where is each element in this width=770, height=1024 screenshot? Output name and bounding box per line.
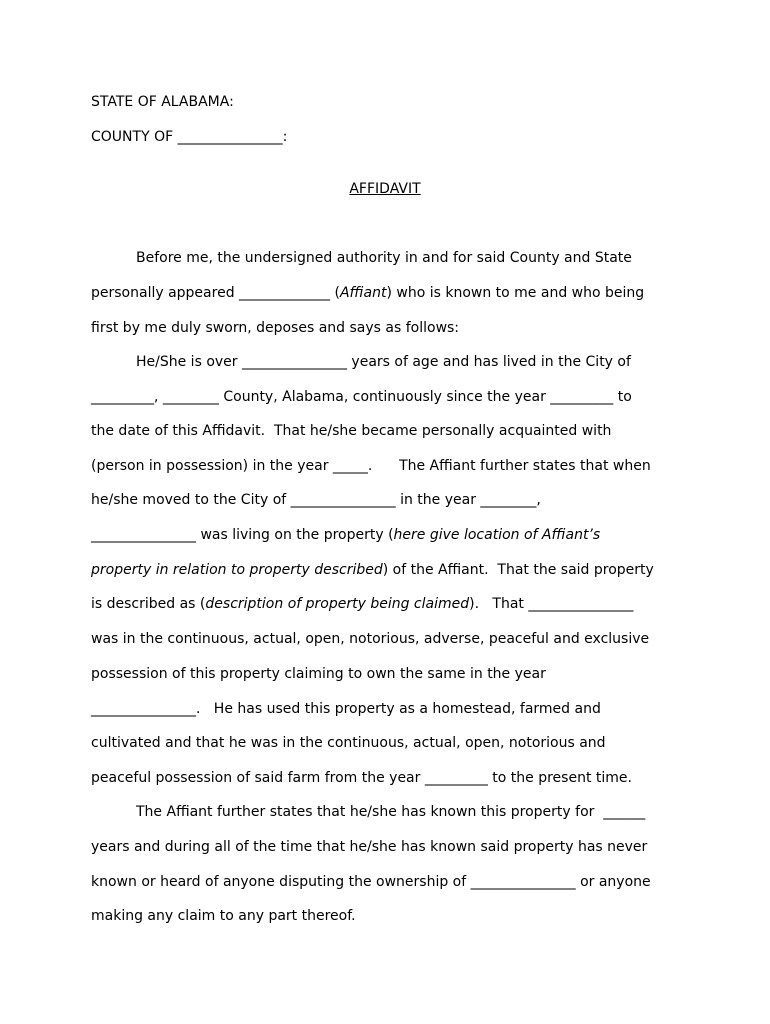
body-line: He/She is over _______________ years of age and has lived in the City of — [136, 354, 631, 370]
body-line: possession of this property claiming to own the same in the year — [91, 666, 546, 682]
body-line: was in the continuous, actual, open, notorious, adverse, peaceful and exclusive — [91, 631, 650, 647]
body-text-italic: description of property being claimed — [205, 596, 470, 612]
body-line — [91, 526, 600, 544]
body-line: years and during all of the time that he/she has known said property has never — [91, 839, 648, 855]
body-line: first by me duly sworn, deposes and says as follows: — [91, 320, 460, 336]
body-line: Before me, the undersigned authority in and for said County and State — [136, 250, 632, 266]
body-line: (person in possession) in the year _____. The Affiant further states that when — [91, 458, 651, 474]
body-text: personally appeared _____________ ( — [91, 285, 340, 301]
body-line: the date of this Affidavit. That he/she became personally acquainted with — [91, 423, 612, 439]
body-line: _________, ________ County, Alabama, continuously since the year _________ to — [91, 389, 632, 405]
body-text: _______________ was living on the property ( — [91, 527, 394, 543]
body-line: The Affiant further states that he/she has known this property for ______ — [136, 804, 646, 820]
body-text-italic: Affiant — [339, 285, 387, 301]
body-line — [91, 284, 644, 302]
body-line — [91, 561, 654, 579]
body-text: is described as ( — [91, 596, 206, 612]
body-line: cultivated and that he was in the continuous, actual, open, notorious and — [91, 735, 606, 751]
state-heading: STATE OF ALABAMA: — [91, 94, 234, 110]
body-line: peaceful possession of said farm from the year _________ to the present time. — [91, 770, 632, 786]
body-line: known or heard of anyone disputing the ownership of _______________ or anyone — [91, 874, 651, 890]
document-title: AFFIDAVIT — [349, 181, 421, 197]
body-text: ) of the Affiant. That the said property — [382, 562, 654, 578]
county-heading: COUNTY OF _______________: — [91, 129, 288, 145]
body-line: _______________. He has used this property as a homestead, farmed and — [91, 701, 601, 717]
body-text-italic: property in relation to property described — [91, 562, 383, 578]
body-line: making any claim to any part thereof. — [91, 908, 356, 924]
body-text-italic: here give location of Affiant’s — [393, 527, 601, 543]
body-line: he/she moved to the City of _______________ in the year ________, — [91, 492, 541, 508]
body-text: ). That _______________ — [469, 596, 634, 612]
body-text: ) who is known to me and who being — [386, 285, 645, 301]
body-line — [91, 595, 633, 613]
